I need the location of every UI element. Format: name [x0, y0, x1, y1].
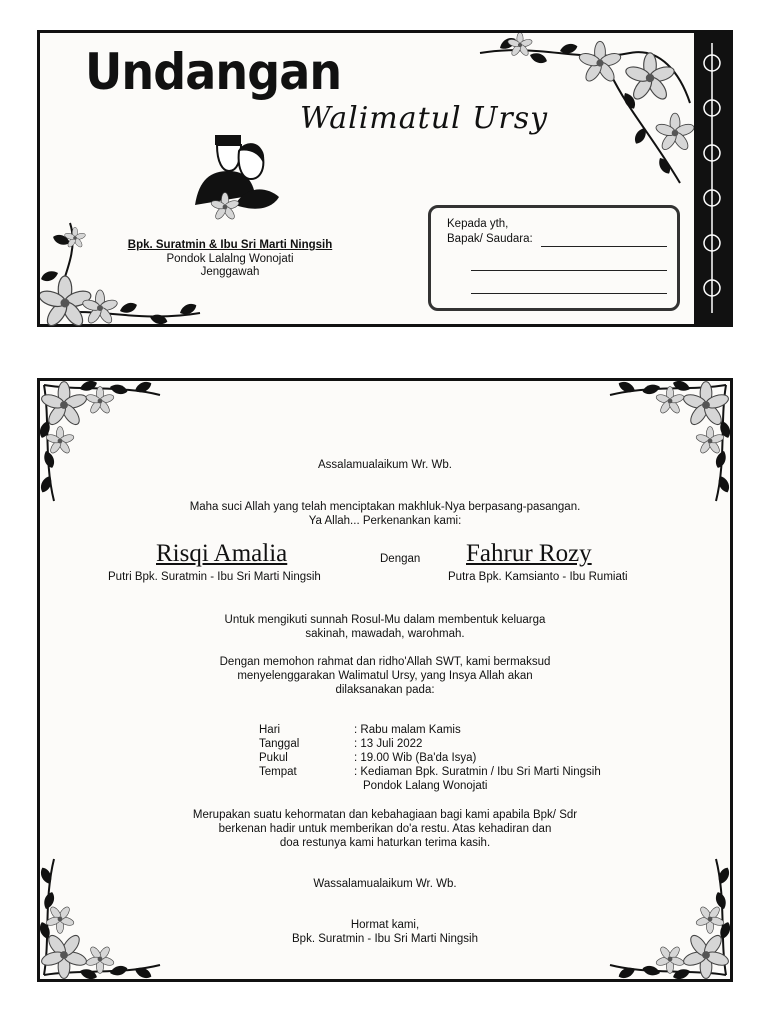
detail-label-place: Tempat: [259, 766, 297, 778]
letter-card: [37, 378, 733, 982]
sender-address-line2: Jenggawah: [200, 266, 260, 278]
regards: Hormat kami,: [350, 919, 420, 931]
detail-value-day: : Rabu malam Kamis: [354, 724, 461, 736]
intro-line-2: Ya Allah... Perkenankan kami:: [308, 515, 462, 527]
bride-parents: Putri Bpk. Suratmin - Ibu Sri Marti Ningsih: [108, 571, 321, 583]
floral-corner-bottom-right: [600, 849, 730, 979]
invitation-title: Undangan: [85, 43, 342, 101]
paragraph-2-line-3: dilaksanakan pada:: [335, 684, 435, 696]
groom-name: Fahrur Rozy: [466, 540, 592, 567]
groom-parents: Putra Bpk. Kamsianto - Ibu Rumiati: [448, 571, 628, 583]
floral-corner-top-left: [40, 381, 170, 511]
closing-line-1: Merupakan suatu kehormatan dan kebahagiaan bagi kami apabila Bpk/ Sdr: [192, 809, 578, 821]
sender-address-line1: Pondok Lalalng Wonojati: [166, 253, 294, 265]
detail-value-place-line-2: Pondok Lalang Wonojati: [363, 780, 488, 792]
recipient-name-line: [541, 246, 667, 247]
detail-label-time: Pukul: [259, 752, 288, 764]
floral-corner-bottom-left: [40, 849, 170, 979]
detail-label-day: Hari: [259, 724, 281, 736]
recipient-address-line-2: [471, 293, 667, 294]
recipient-salutation: Kepada yth,: [447, 218, 509, 230]
greeting: Assalamualaikum Wr. Wb.: [318, 459, 452, 471]
farewell: Wassalamualaikum Wr. Wb.: [313, 878, 457, 890]
connector-text: Dengan: [380, 553, 421, 565]
paragraph-2-line-1: Dengan memohon rahmat dan ridho'Allah SWT, kami bermaksud: [219, 656, 551, 668]
closing-line-2: berkenan hadir untuk memberikan do'a restu. Atas kehadiran dan: [218, 823, 552, 835]
detail-label-date: Tanggal: [259, 738, 300, 750]
floral-ornament-top-right: [460, 33, 700, 203]
paragraph-1-line-2: sakinah, mawadah, warohmah.: [305, 628, 465, 640]
recipient-address-line-1: [471, 270, 667, 271]
detail-value-date: : 13 Juli 2022: [354, 738, 423, 750]
paragraph-1-line-1: Untuk mengikuti sunnah Rosul-Mu dalam membentuk keluarga: [224, 614, 546, 626]
bride-name: Risqi Amalia: [156, 540, 288, 567]
floral-corner-top-right: [600, 381, 730, 511]
sender-name: Bpk. Suratmin & Ibu Sri Marti Ningsih: [127, 239, 333, 251]
intro-line-1: Maha suci Allah yang telah menciptakan makhluk-Nya berpasang-pasangan.: [189, 501, 581, 513]
detail-value-time: : 19.00 Wib (Ba'da Isya): [354, 752, 477, 764]
decorative-side-strip: [694, 33, 730, 324]
closing-line-3: doa restunya kami haturkan terima kasih.: [279, 837, 491, 849]
signature: Bpk. Suratmin - Ibu Sri Marti Ningsih: [292, 933, 478, 945]
invitation-subtitle: Walimatul Ursy: [300, 101, 549, 136]
recipient-label: Bapak/ Saudara:: [447, 233, 533, 245]
recipient-address-box: [428, 205, 680, 311]
paragraph-2-line-2: menyelenggarakan Walimatul Ursy, yang Insya Allah akan: [237, 670, 533, 682]
envelope-card: [37, 30, 733, 327]
detail-value-place: : Kediaman Bpk. Suratmin / Ibu Sri Marti Ningsih: [354, 766, 601, 778]
couple-silhouette-icon: [185, 115, 285, 225]
